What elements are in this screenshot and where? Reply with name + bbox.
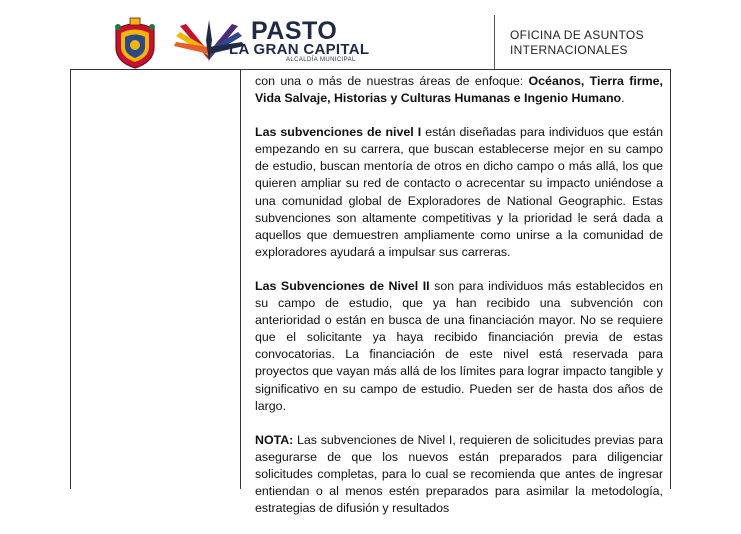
level-one-text: están diseñadas para individuos que están empezando en su carrera, que buscan establecerse mejor en su campo de estudio, buscan mentoría de otros en dicho campo o más allá, los que quieren ampliar su red de contacto o acrecentar su impacto uniéndose a una comunidad global de Exploradores de National Geographic. Estas subvenciones son altamente competitivas y la prioridad le será dada a aquellos que demuestren ampliamente como unirse a la comunidad de exploradores ayudará a impulsar sus carreras. xyxy=(255,125,663,259)
coat-of-arms-icon xyxy=(110,15,160,70)
level-two-text: son para individuos más establecidos en su campo de estudio, que ya han recibido una subvención con anterioridad o están en busca de una financiación mayor. No se requiere que el solicitante ya haya recibido financiación previa de estas convocatorias. La financiación de este nivel está reservada para proyectos que vayan más allá de los límites para lograr impacto tangible y significativo en su campo de estudio. Pueden ser de hasta dos años de largo. xyxy=(255,278,663,413)
table-column-divider xyxy=(240,69,241,489)
level-two-heading: Las Subvenciones de Nivel II xyxy=(255,278,430,293)
document-header xyxy=(0,0,741,70)
header-divider xyxy=(494,15,495,69)
note-label: NOTA: xyxy=(255,432,294,447)
level-one-paragraph xyxy=(255,124,663,261)
office-name xyxy=(510,28,644,58)
table-top-border xyxy=(70,69,671,70)
focus-areas-text: con una o más de nuestras áreas de enfoque: xyxy=(255,74,529,88)
note-text: Las subvenciones de Nivel I, requieren de solicitudes previas para asegurarse de que los nuevos están preparados para diligenciar solicitudes completas, para lo cual se recomienda que antes de ingresar entiendan o al menos estén preparados para asimilar la metodología, estrategias de difusión y resultados xyxy=(255,432,663,516)
brand-tagline: ALCALDÍA MUNICIPAL xyxy=(286,57,356,63)
office-name-line2: INTERNACIONALES xyxy=(510,43,628,57)
table-left-border xyxy=(70,69,71,489)
grant-description-cell xyxy=(255,73,663,534)
office-name-line1: OFICINA DE ASUNTOS xyxy=(510,28,644,42)
level-one-heading: Las subvenciones de nivel I xyxy=(255,125,422,140)
focus-areas-paragraph xyxy=(255,73,663,107)
note-paragraph xyxy=(255,432,663,517)
table-right-border xyxy=(670,69,671,489)
level-two-paragraph xyxy=(255,278,663,415)
brand-subtitle: LA GRAN CAPITAL xyxy=(229,41,370,58)
focus-areas-list: Océanos, Tierra firme, Vida Salvaje, Historias y Culturas Humanas e Ingenio Humano xyxy=(255,74,663,106)
focus-areas-end: . xyxy=(621,91,625,106)
brand-title: PASTO xyxy=(251,17,338,45)
